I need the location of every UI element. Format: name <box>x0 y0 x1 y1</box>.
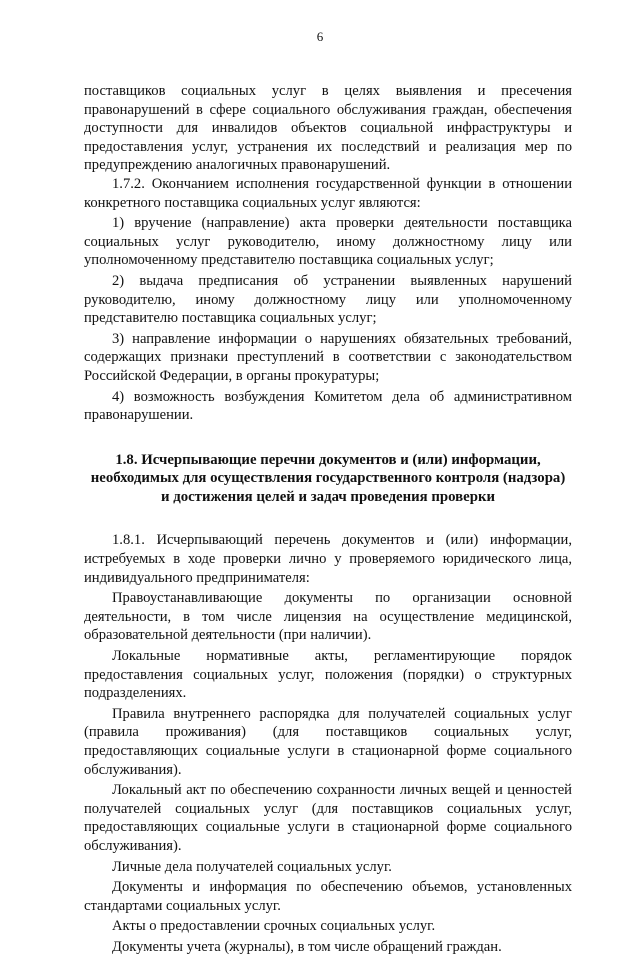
document-list-item: Локальный акт по обеспечению сохранности личных вещей и ценностей получателей социальных услуг (для поставщиков социальных услуг, предоставляющих социальные услуги в стационарной форме социального обслуживания). <box>84 782 572 854</box>
list-item-1: 1) вручение (направление) акта проверки деятельности поставщика социальных услуг руководителю, иному должностному лицу или уполномоченному представителю поставщика социальных услуг; <box>84 215 572 269</box>
paragraph-1-8-1: 1.8.1. Исчерпывающий перечень документов и (или) информации, истребуемых в ходе проверки лично у проверяемого юридического лица, индивидуального предпринимателя: <box>84 532 572 586</box>
document-list-item: Правоустанавливающие документы по организации основной деятельности, в том числе лицензия на осуществление медицинской, образовательной деятельности (при наличии). <box>84 590 572 644</box>
document-list-item: Документы и информация по обеспечению объемов, установленных стандартами социальных услуг. <box>84 879 572 914</box>
paragraph-continuation: поставщиков социальных услуг в целях выявления и пресечения правонарушений в сфере социального обслуживания граждан, обеспечения доступности для инвалидов объектов социальной инфраструктуры и предоставления услуг, устранения их последствий и реализация мер по предупреждению аналогичных правонарушений. <box>84 83 572 174</box>
list-item-2: 2) выдача предписания об устранении выявленных нарушений руководителю, иному должностному лицу или уполномоченному представителю поставщика социальных услуг; <box>84 272 572 327</box>
document-list-item: Документы учета (журналы), в том числе обращений граждан. <box>112 938 502 955</box>
list-item-4: 4) возможность возбуждения Комитетом дела об административном правонарушении. <box>84 388 572 424</box>
section-heading-1-8: 1.8. Исчерпывающие перечни документов и (или) информации, необходимых для осуществления государственного контроля (надзора) и достижения целей и задач проведения проверки <box>90 451 566 505</box>
document-body <box>84 82 572 957</box>
document-list-item: Личные дела получателей социальных услуг. <box>112 858 392 875</box>
page-number: 6 <box>316 29 324 44</box>
document-list-item: Локальные нормативные акты, регламентирующие порядок предоставления социальных услуг, положения (порядки) о структурных подразделениях. <box>84 648 572 702</box>
document-list-item: Акты о предоставлении срочных социальных услуг. <box>112 918 436 935</box>
list-item-3: 3) направление информации о нарушениях обязательных требований, содержащих признаки преступлений в соответствии с законодательством Российской Федерации, в органы прокуратуры; <box>84 330 572 384</box>
document-list-item: Правила внутреннего распорядка для получателей социальных услуг (правила проживания) (для поставщиков социальных услуг, предоставляющих социальные услуги в стационарной форме социального обслуживания). <box>84 705 572 778</box>
paragraph-1-7-2: 1.7.2. Окончанием исполнения государственной функции в отношении конкретного поставщика социальных услуг являются: <box>84 175 572 211</box>
